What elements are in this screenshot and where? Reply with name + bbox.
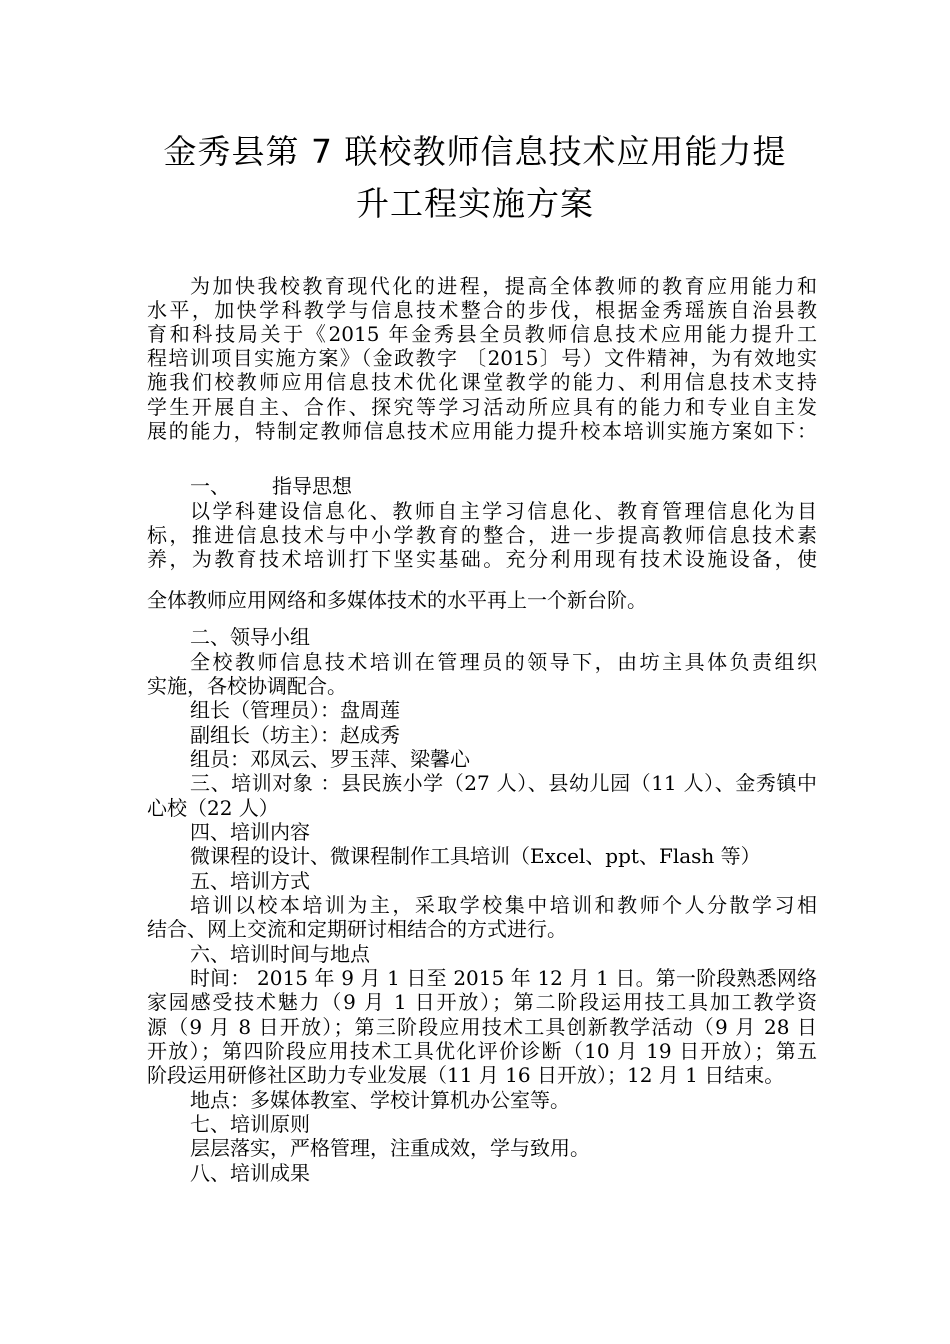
intro-line: 为加快我校教育现代化的进程，提高全体教师的教育应用能力和 [190, 274, 817, 298]
section-6-heading: 六、培训时间与地点 [190, 942, 370, 966]
section-5-line: 结合、网上交流和定期研讨相结合的方式进行。 [147, 917, 567, 941]
section-6-time-line: 开放）；第四阶段应用技术工具优化评价诊断（10 月 19 日开放）；第五 [147, 1039, 817, 1063]
intro-line: 水平，加快学科教学与信息技术整合的步伐，根据金秀瑶族自治县教 [147, 298, 817, 322]
section-1-line: 以学科建设信息化、教师自主学习信息化、教育管理信息化为目 [190, 499, 817, 523]
section-1-line: 养，为教育技术培训打下坚实基础。充分利用现有技术设施设备，使 [147, 547, 817, 571]
section-2-deputy: 副组长（坊主）：赵成秀 [190, 723, 400, 747]
document-title-line-2: 升工程实施方案 [356, 184, 594, 223]
section-7-heading: 七、培训原则 [190, 1112, 310, 1136]
section-8-heading: 八、培训成果 [190, 1161, 310, 1185]
section-5-line: 培训以校本培训为主，采取学校集中培训和教师个人分散学习相 [190, 893, 817, 917]
section-4-heading: 四、培训内容 [190, 820, 310, 844]
section-6-time-line: 家园感受技术魅力（9 月 1 日开放）；第二阶段运用技工具加工教学资 [147, 990, 817, 1014]
intro-line: 育和科技局关于《2015 年金秀县全员教师信息技术应用能力提升工 [147, 322, 817, 346]
section-2-members: 组员：邓凤云、罗玉萍、梁馨心 [190, 747, 470, 771]
section-6-place: 地点：多媒体教室、学校计算机办公室等。 [190, 1088, 570, 1112]
section-3-line: 三、培训对象 ：县民族小学（27 人）、县幼儿园（11 人）、金秀镇中 [190, 771, 817, 795]
section-6-time-line: 源（9 月 8 日开放）；第三阶段应用技术工具创新教学活动（9 月 28 日 [147, 1015, 817, 1039]
section-6-time-line: 阶段运用研修社区助力专业发展（11 月 16 日开放）；12 月 1 日结束。 [147, 1063, 785, 1087]
document-title-line-1: 金秀县第 7 联校教师信息技术应用能力提 [163, 132, 787, 171]
section-2-leader: 组长（管理员）：盘周莲 [190, 698, 400, 722]
section-2-line: 全校教师信息技术培训在管理员的领导下，由坊主具体负责组织 [190, 650, 817, 674]
intro-line: 施我们校教师应用信息技术优化课堂教学的能力、利用信息技术支持 [147, 370, 817, 394]
section-7-content: 层层落实，严格管理，注重成效，学与致用。 [190, 1136, 590, 1160]
section-2-line: 实施，各校协调配合。 [147, 674, 347, 698]
section-1-heading [190, 473, 352, 499]
section-1-title: 指导思想 [272, 474, 352, 498]
section-1-line: 全体教师应用网络和多媒体技术的水平再上一个新台阶。 [147, 588, 647, 612]
intro-line: 程培训项目实施方案》（金政教字 〔2015〕号）文件精神，为有效地实 [147, 346, 817, 370]
section-1-line: 标，推进信息技术与中小学教育的整合，进一步提高教师信息技术素 [147, 523, 817, 547]
intro-line: 学生开展自主、合作、探究等学习活动所应具有的能力和专业自主发 [147, 395, 817, 419]
section-6-time-line: 时间： 2015 年 9 月 1 日至 2015 年 12 月 1 日。第一阶段熟悉网络 [190, 966, 817, 990]
section-1-number: 一、 [190, 474, 230, 498]
section-3-line: 心校（22 人） [147, 796, 279, 820]
section-2-heading: 二、领导小组 [190, 625, 310, 649]
section-4-content: 微课程的设计、微课程制作工具培训（Excel、ppt、Flash 等） [190, 844, 761, 868]
intro-line: 展的能力，特制定教师信息技术应用能力提升校本培训实施方案如下： [147, 419, 817, 443]
section-5-heading: 五、培训方式 [190, 869, 310, 893]
